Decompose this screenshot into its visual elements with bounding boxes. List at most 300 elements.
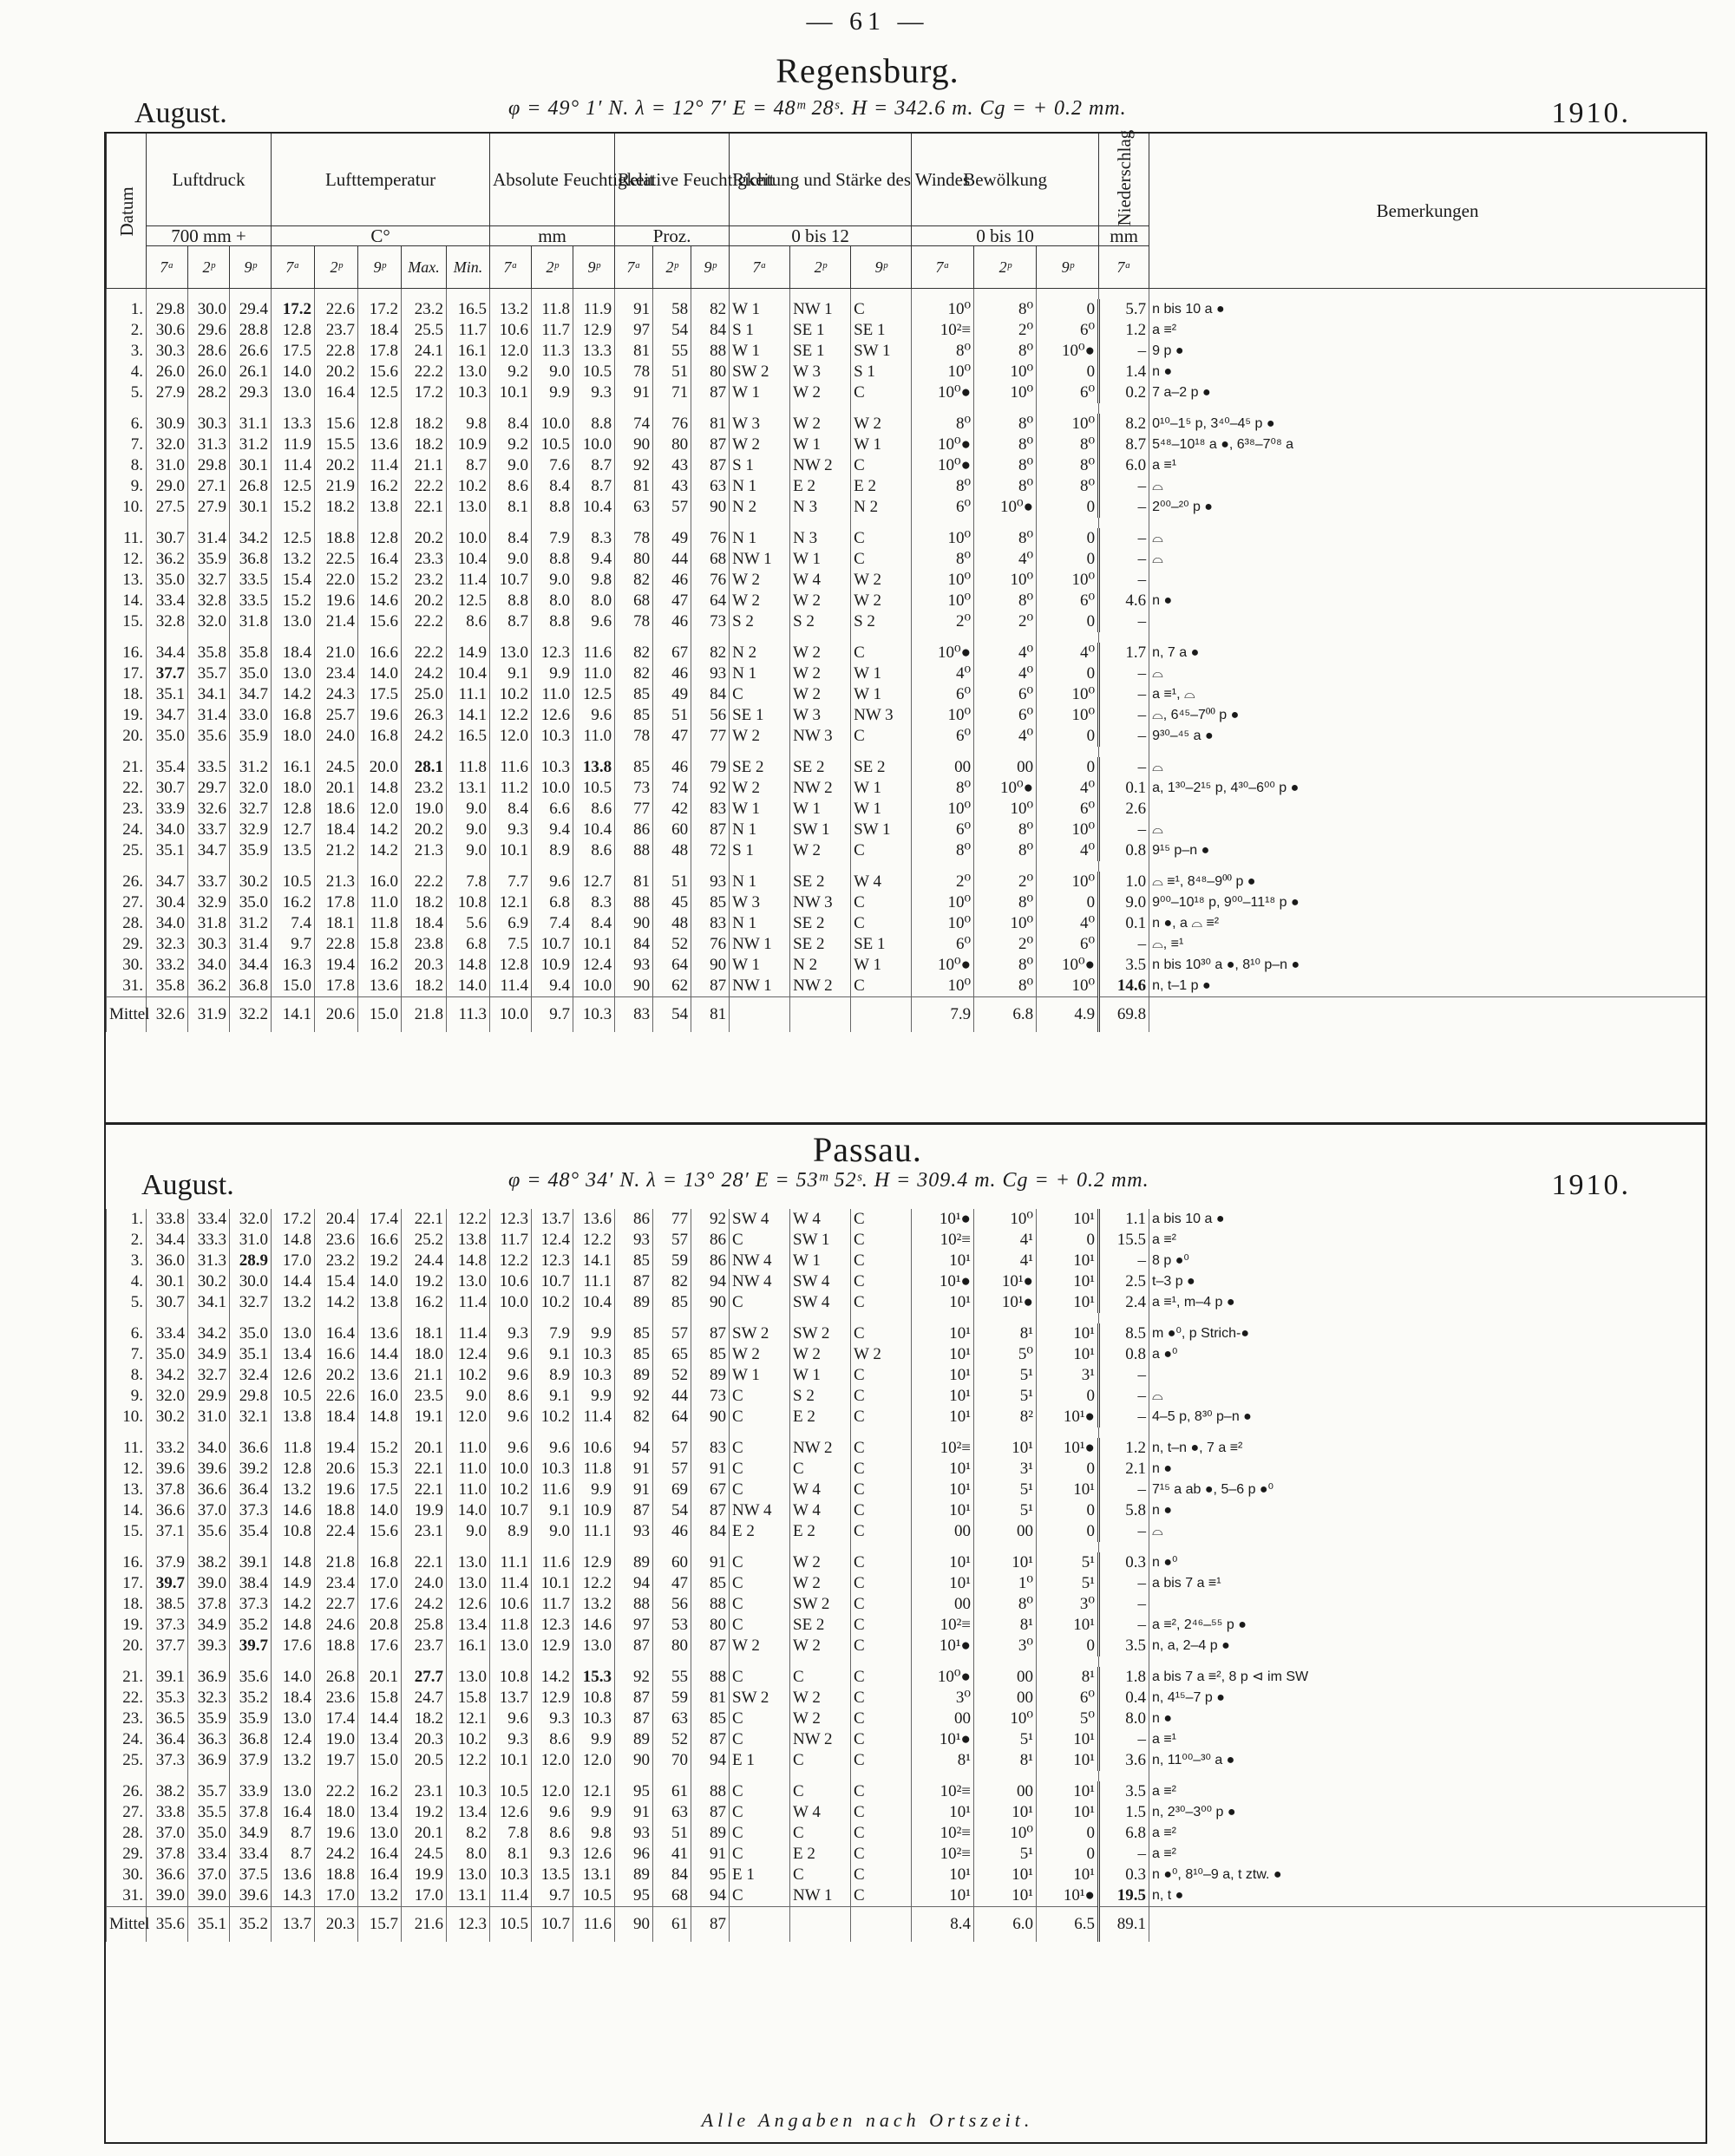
table-cell: 23.7 xyxy=(402,1636,447,1656)
table-cell: 11.1 xyxy=(490,1552,532,1573)
remark-cell: a ≡² xyxy=(1149,320,1706,341)
table-cell: 9.9 xyxy=(573,1323,615,1344)
table-cell: 83 xyxy=(691,913,730,934)
term-t2: 2ᵖ xyxy=(653,246,691,289)
table-cell: 95 xyxy=(615,1885,653,1907)
table-cell: 22.5 xyxy=(315,549,358,570)
table-cell: 15.4 xyxy=(315,1271,358,1292)
table-cell: C xyxy=(851,1573,912,1594)
station-meta-regensburg xyxy=(0,97,1735,132)
table-cell: 19.6 xyxy=(358,705,402,726)
table-cell: 10¹ xyxy=(912,1386,974,1407)
table-cell: 17.2 xyxy=(272,1209,315,1230)
table-cell: 17.8 xyxy=(315,976,358,997)
row-date: 3. xyxy=(107,1251,147,1271)
table-cell: 10.1 xyxy=(490,1750,532,1771)
table-cell: 0.3 xyxy=(1099,1865,1149,1885)
table-cell: 13.0 xyxy=(447,362,490,382)
table-cell: 93 xyxy=(615,955,653,976)
table-cell: 10⁰ xyxy=(1037,872,1099,892)
table-cell: 18.4 xyxy=(402,913,447,934)
table-cell: 10⁰ xyxy=(974,1209,1037,1230)
table-cell: 38.2 xyxy=(147,1781,188,1802)
table-cell: 19.2 xyxy=(402,1802,447,1823)
table-cell: 24.5 xyxy=(402,1844,447,1865)
table-cell: 13.6 xyxy=(272,1865,315,1885)
table-cell: 13.0 xyxy=(490,1636,532,1656)
table-row xyxy=(107,1344,1706,1365)
table-cell: 13.4 xyxy=(447,1802,490,1823)
table-cell: E 2 xyxy=(790,1844,851,1865)
remark-cell: n ● xyxy=(1149,1708,1706,1729)
table-row xyxy=(107,570,1706,591)
table-cell: 15.8 xyxy=(358,934,402,955)
table-cell: 1.8 xyxy=(1099,1667,1149,1688)
table-cell: 7.6 xyxy=(532,455,573,476)
table-cell: 19.4 xyxy=(315,955,358,976)
table-cell: 37.9 xyxy=(147,1552,188,1573)
table-cell: 21.3 xyxy=(402,840,447,861)
term-t9: 9ᵖ xyxy=(573,246,615,289)
table-cell: 15.3 xyxy=(573,1667,615,1688)
table-cell: 33.7 xyxy=(188,872,230,892)
table-cell: 10⁰ xyxy=(1037,976,1099,997)
table-cell: 87 xyxy=(615,1271,653,1292)
table-cell: 13.0 xyxy=(573,1636,615,1656)
table-cell: 2.1 xyxy=(1099,1459,1149,1480)
table-cell: 25.8 xyxy=(402,1615,447,1636)
table-cell: 9.9 xyxy=(573,1802,615,1823)
table-cell: 00 xyxy=(974,1667,1037,1688)
table-cell: 13.2 xyxy=(272,549,315,570)
table-cell: 35.9 xyxy=(188,1708,230,1729)
table-cell: 10¹ xyxy=(912,1407,974,1428)
table-cell: SE 2 xyxy=(851,757,912,778)
table-cell: 77 xyxy=(691,726,730,747)
table-cell: 87 xyxy=(691,455,730,476)
table-cell: 26.8 xyxy=(315,1667,358,1688)
remark-cell: ⌓ xyxy=(1149,820,1706,840)
table-cell: 12.1 xyxy=(573,1781,615,1802)
table-cell: 8⁰ xyxy=(974,434,1037,455)
table-cell: 10⁰ xyxy=(912,799,974,820)
table-cell: 94 xyxy=(615,1438,653,1459)
table-cell: 10.6 xyxy=(490,320,532,341)
table-cell: 11.1 xyxy=(447,684,490,705)
mean-cell: 54 xyxy=(653,997,691,1033)
table-cell: 24.0 xyxy=(315,726,358,747)
table-cell: 8.7 xyxy=(272,1823,315,1844)
table-cell: 18.8 xyxy=(315,1500,358,1521)
remark-cell: n, 11⁰⁰–³⁰ a ● xyxy=(1149,1750,1706,1771)
remark-cell: a ≡¹, m–4 p ● xyxy=(1149,1292,1706,1313)
table-cell: 14.0 xyxy=(358,663,402,684)
remark-cell: ⌓ xyxy=(1149,549,1706,570)
table-cell: 9.3 xyxy=(532,1708,573,1729)
table-cell: 94 xyxy=(691,1885,730,1907)
table-cell: 92 xyxy=(691,778,730,799)
remark-cell: ⌓ xyxy=(1149,663,1706,684)
table-cell: 24.1 xyxy=(402,341,447,362)
table-cell: 90 xyxy=(615,434,653,455)
table-cell: 24.3 xyxy=(315,684,358,705)
table-cell: 89 xyxy=(691,1365,730,1386)
table-cell: 18.2 xyxy=(402,434,447,455)
row-date: 26. xyxy=(107,872,147,892)
table-cell: 30.2 xyxy=(188,1271,230,1292)
table-cell: 95 xyxy=(691,1865,730,1885)
table-cell: 91 xyxy=(615,1802,653,1823)
table-cell: 3.5 xyxy=(1099,1781,1149,1802)
table-cell: C xyxy=(730,1823,790,1844)
table-row xyxy=(107,1865,1706,1885)
table-cell: 10²≡ xyxy=(912,1230,974,1251)
table-cell: 72 xyxy=(691,840,730,861)
table-cell: – xyxy=(1099,726,1149,747)
table-cell: 12.4 xyxy=(573,955,615,976)
table-cell: 85 xyxy=(653,1292,691,1313)
table-cell: 85 xyxy=(691,1573,730,1594)
table-cell: 36.2 xyxy=(188,976,230,997)
table-cell: 23.6 xyxy=(315,1688,358,1708)
table-cell: 11.1 xyxy=(573,1521,615,1542)
table-cell: 20.1 xyxy=(315,778,358,799)
table-cell: 6⁰ xyxy=(912,497,974,518)
unit-wind_unit: 0 bis 12 xyxy=(730,226,912,246)
table-cell: W 1 xyxy=(730,299,790,320)
table-cell: C xyxy=(851,1459,912,1480)
table-cell: 48 xyxy=(653,840,691,861)
table-cell: 12.1 xyxy=(447,1708,490,1729)
mean-cell: 32.2 xyxy=(230,997,272,1033)
table-cell: 9.6 xyxy=(490,1438,532,1459)
mean-cell: 83 xyxy=(615,997,653,1033)
table-cell: S 2 xyxy=(790,611,851,632)
mean-cell: 4.9 xyxy=(1037,997,1099,1033)
table-cell: 85 xyxy=(691,1344,730,1365)
table-cell: W 2 xyxy=(790,1573,851,1594)
table-cell: 2.4 xyxy=(1099,1292,1149,1313)
row-date: 5. xyxy=(107,1292,147,1313)
table-cell: 56 xyxy=(691,705,730,726)
row-date: 14. xyxy=(107,1500,147,1521)
table-cell: 30.6 xyxy=(147,320,188,341)
table-cell: 33.8 xyxy=(147,1209,188,1230)
table-cell: 8.7 xyxy=(1099,434,1149,455)
table-cell: 18.2 xyxy=(402,976,447,997)
table-row xyxy=(107,1521,1706,1542)
table-cell: 8.9 xyxy=(532,1365,573,1386)
table-cell: 35.0 xyxy=(230,892,272,913)
table-cell: 14.2 xyxy=(358,840,402,861)
row-date: 9. xyxy=(107,476,147,497)
term-t7: 7ᵃ xyxy=(490,246,532,289)
table-cell: 10.1 xyxy=(573,934,615,955)
table-cell: 33.4 xyxy=(188,1844,230,1865)
table-cell: 42 xyxy=(653,799,691,820)
table-row xyxy=(107,1271,1706,1292)
table-cell: 87 xyxy=(691,1729,730,1750)
table-cell: 23.5 xyxy=(402,1386,447,1407)
table-cell: 8.4 xyxy=(532,476,573,497)
table-cell: 12.8 xyxy=(272,799,315,820)
remark-cell: n bis 10 a ● xyxy=(1149,299,1706,320)
row-date: 1. xyxy=(107,1209,147,1230)
table-cell: 35.0 xyxy=(147,726,188,747)
table-cell: 9.9 xyxy=(532,382,573,403)
table-row xyxy=(107,1230,1706,1251)
table-cell: C xyxy=(730,1292,790,1313)
table-cell: 16.1 xyxy=(447,341,490,362)
table-cell: 2⁰ xyxy=(912,872,974,892)
table-cell: 9.0 xyxy=(1099,892,1149,913)
table-cell: C xyxy=(730,1729,790,1750)
table-cell: 11.4 xyxy=(490,1573,532,1594)
table-cell: 10¹● xyxy=(1037,1407,1099,1428)
table-cell: 19.6 xyxy=(315,1480,358,1500)
table-cell: 8⁰ xyxy=(974,528,1037,549)
table-cell: 82 xyxy=(615,1407,653,1428)
table-cell: C xyxy=(790,1865,851,1885)
table-cell: W 2 xyxy=(790,1688,851,1708)
mean-cell xyxy=(790,1907,851,1943)
table-cell: 91 xyxy=(615,382,653,403)
table-cell: W 1 xyxy=(851,434,912,455)
mean-cell: 15.7 xyxy=(358,1907,402,1943)
table-cell: 33.5 xyxy=(188,757,230,778)
table-cell: 10.5 xyxy=(490,1781,532,1802)
table-cell: 5¹ xyxy=(974,1386,1037,1407)
table-row xyxy=(107,1844,1706,1865)
table-cell: 10.2 xyxy=(532,1407,573,1428)
table-cell: 10.9 xyxy=(573,1500,615,1521)
table-cell: 3.5 xyxy=(1099,955,1149,976)
table-cell: 11.2 xyxy=(490,778,532,799)
table-cell: 33.0 xyxy=(230,705,272,726)
table-cell: 13.0 xyxy=(447,1865,490,1885)
table-cell: 8.0 xyxy=(532,591,573,611)
table-cell: 17.2 xyxy=(272,299,315,320)
table-cell: 4⁰ xyxy=(974,726,1037,747)
table-cell: 20.2 xyxy=(402,591,447,611)
table-cell: 0 xyxy=(1037,1636,1099,1656)
mean-cell: 11.3 xyxy=(447,997,490,1033)
table-cell: 76 xyxy=(653,414,691,434)
table-cell: 16.4 xyxy=(315,382,358,403)
table-cell: NW 2 xyxy=(790,778,851,799)
table-cell: 9.8 xyxy=(573,570,615,591)
table-cell: 10⁰ xyxy=(1037,570,1099,591)
table-cell: 8⁰ xyxy=(912,549,974,570)
table-cell: 14.8 xyxy=(447,1251,490,1271)
table-row xyxy=(107,1365,1706,1386)
table-cell: SE 2 xyxy=(790,1615,851,1636)
table-cell: 14.9 xyxy=(447,643,490,663)
table-cell: 8⁰ xyxy=(974,455,1037,476)
table-cell: 31.2 xyxy=(230,757,272,778)
table-cell: 26.0 xyxy=(188,362,230,382)
table-cell: 6.9 xyxy=(490,913,532,934)
table-row xyxy=(107,1251,1706,1271)
table-cell: 9.8 xyxy=(573,1823,615,1844)
table-cell: 16.6 xyxy=(358,1230,402,1251)
table-cell: SE 2 xyxy=(790,757,851,778)
table-cell: 10¹● xyxy=(1037,1885,1099,1907)
remark-cell: 7¹⁵ a ab ●, 5–6 p ●⁰ xyxy=(1149,1480,1706,1500)
table-cell: 59 xyxy=(653,1688,691,1708)
table-cell: 19.6 xyxy=(315,1823,358,1844)
table-cell: 13.1 xyxy=(447,778,490,799)
table-row xyxy=(107,1438,1706,1459)
table-cell: 20.3 xyxy=(402,955,447,976)
table-cell: 34.4 xyxy=(147,643,188,663)
header-abs: Absolute Feuchtigkeit xyxy=(490,134,615,226)
row-date: 8. xyxy=(107,1365,147,1386)
table-cell: 10⁰ xyxy=(912,362,974,382)
table-cell: 34.7 xyxy=(188,840,230,861)
table-cell: 9.2 xyxy=(490,362,532,382)
table-cell: 1⁰ xyxy=(974,1573,1037,1594)
mean-cell: 10.3 xyxy=(573,997,615,1033)
table-cell: 11.7 xyxy=(532,1594,573,1615)
table-cell: W 1 xyxy=(730,341,790,362)
table-cell: 18.0 xyxy=(315,1802,358,1823)
table-cell: 90 xyxy=(691,955,730,976)
table-cell: C xyxy=(730,1667,790,1688)
table-cell: 15.6 xyxy=(358,1521,402,1542)
remark-cell: ⌓ xyxy=(1149,476,1706,497)
table-cell: 37.5 xyxy=(230,1865,272,1885)
row-date: 19. xyxy=(107,705,147,726)
table-cell: 16.4 xyxy=(358,1865,402,1885)
table-cell: 5.8 xyxy=(1099,1500,1149,1521)
table-cell: – xyxy=(1099,570,1149,591)
row-date: 23. xyxy=(107,799,147,820)
table-cell: 97 xyxy=(615,320,653,341)
table-cell: 10¹ xyxy=(1037,1271,1099,1292)
table-cell: 18.1 xyxy=(315,913,358,934)
table-cell: 84 xyxy=(691,684,730,705)
table-cell: 36.6 xyxy=(147,1865,188,1885)
table-row xyxy=(107,1594,1706,1615)
table-cell: 10²≡ xyxy=(912,1781,974,1802)
table-cell: 9.0 xyxy=(490,455,532,476)
table-cell: 17.5 xyxy=(358,1480,402,1500)
table-cell: 10⁰ xyxy=(974,799,1037,820)
table-cell: 12.0 xyxy=(573,1750,615,1771)
table-cell: W 1 xyxy=(790,1251,851,1271)
table-cell: C xyxy=(851,1407,912,1428)
table-cell: 10⁰● xyxy=(912,434,974,455)
table-row xyxy=(107,799,1706,820)
mean-cell: 61 xyxy=(653,1907,691,1943)
row-date: 9. xyxy=(107,1386,147,1407)
table-cell: 10.8 xyxy=(272,1521,315,1542)
table-cell: 12.8 xyxy=(272,320,315,341)
remark-cell: n ● xyxy=(1149,591,1706,611)
table-cell: S 2 xyxy=(851,611,912,632)
table-cell: 16.6 xyxy=(358,643,402,663)
table-cell: 20.2 xyxy=(315,455,358,476)
table-row xyxy=(107,1292,1706,1313)
table-cell: 10.2 xyxy=(447,476,490,497)
table-cell: 8⁰ xyxy=(1037,455,1099,476)
table-cell: 18.8 xyxy=(315,528,358,549)
table-cell: N 2 xyxy=(851,497,912,518)
table-cell: 10⁰ xyxy=(974,570,1037,591)
term-t2: 2ᵖ xyxy=(974,246,1037,289)
table-cell: 34.1 xyxy=(188,684,230,705)
table-cell: 32.7 xyxy=(188,570,230,591)
table-row xyxy=(107,1823,1706,1844)
table-cell: 85 xyxy=(615,705,653,726)
table-cell: – xyxy=(1099,1844,1149,1865)
table-cell: 15.0 xyxy=(272,976,315,997)
table-cell: – xyxy=(1099,705,1149,726)
table-cell: 16.1 xyxy=(272,757,315,778)
row-date: 18. xyxy=(107,684,147,705)
table-cell: 33.2 xyxy=(147,1438,188,1459)
table-cell: W 2 xyxy=(730,1344,790,1365)
table-cell: 16.1 xyxy=(447,1636,490,1656)
table-cell: 25.7 xyxy=(315,705,358,726)
mean-cell xyxy=(730,997,790,1033)
table-cell: 24.5 xyxy=(315,757,358,778)
table-cell: C xyxy=(851,643,912,663)
table-cell: C xyxy=(851,1750,912,1771)
table-cell: 19.9 xyxy=(402,1865,447,1885)
table-cell: 19.0 xyxy=(402,799,447,820)
table-cell: 35.7 xyxy=(188,663,230,684)
table-cell: 19.2 xyxy=(402,1271,447,1292)
table-cell: 10⁰● xyxy=(912,382,974,403)
table-cell: 19.0 xyxy=(315,1729,358,1750)
table-cell: 8.6 xyxy=(447,611,490,632)
table-cell: 32.6 xyxy=(188,799,230,820)
table-cell: 93 xyxy=(615,1823,653,1844)
remark-cell: a bis 7 a ≡², 8 p ⊲ im SW xyxy=(1149,1667,1706,1688)
table-cell: S 1 xyxy=(730,455,790,476)
remark-cell: a ≡² xyxy=(1149,1230,1706,1251)
table-cell: 13.5 xyxy=(532,1865,573,1885)
table-cell: 16.5 xyxy=(447,299,490,320)
table-cell: 3.5 xyxy=(1099,1636,1149,1656)
row-date: 29. xyxy=(107,1844,147,1865)
table-cell: 73 xyxy=(615,778,653,799)
table-cell: E 2 xyxy=(790,1407,851,1428)
remark-cell: 5⁴⁸–10¹⁸ a ●, 6³⁸–7⁰⁸ a xyxy=(1149,434,1706,455)
table-cell: 36.9 xyxy=(188,1750,230,1771)
table-cell: 10¹ xyxy=(1037,1480,1099,1500)
table-cell: SW 2 xyxy=(790,1323,851,1344)
table-cell: SW 4 xyxy=(730,1209,790,1230)
table-cell: 12.6 xyxy=(573,1844,615,1865)
row-date: 14. xyxy=(107,591,147,611)
table-cell: 7.8 xyxy=(490,1823,532,1844)
remark-cell: m ●⁰, p Strich-● xyxy=(1149,1323,1706,1344)
table-cell: 34.9 xyxy=(188,1615,230,1636)
table-cell: 10.7 xyxy=(490,570,532,591)
table-cell: 8.3 xyxy=(573,528,615,549)
table-cell: 88 xyxy=(615,1594,653,1615)
table-cell: 15.5 xyxy=(315,434,358,455)
table-cell: 88 xyxy=(615,892,653,913)
table-row xyxy=(107,1552,1706,1573)
table-cell: 2⁰ xyxy=(974,934,1037,955)
remark-cell: 9 p ● xyxy=(1149,341,1706,362)
remark-cell: n ●⁰ xyxy=(1149,1552,1706,1573)
table-cell: 10.8 xyxy=(573,1688,615,1708)
